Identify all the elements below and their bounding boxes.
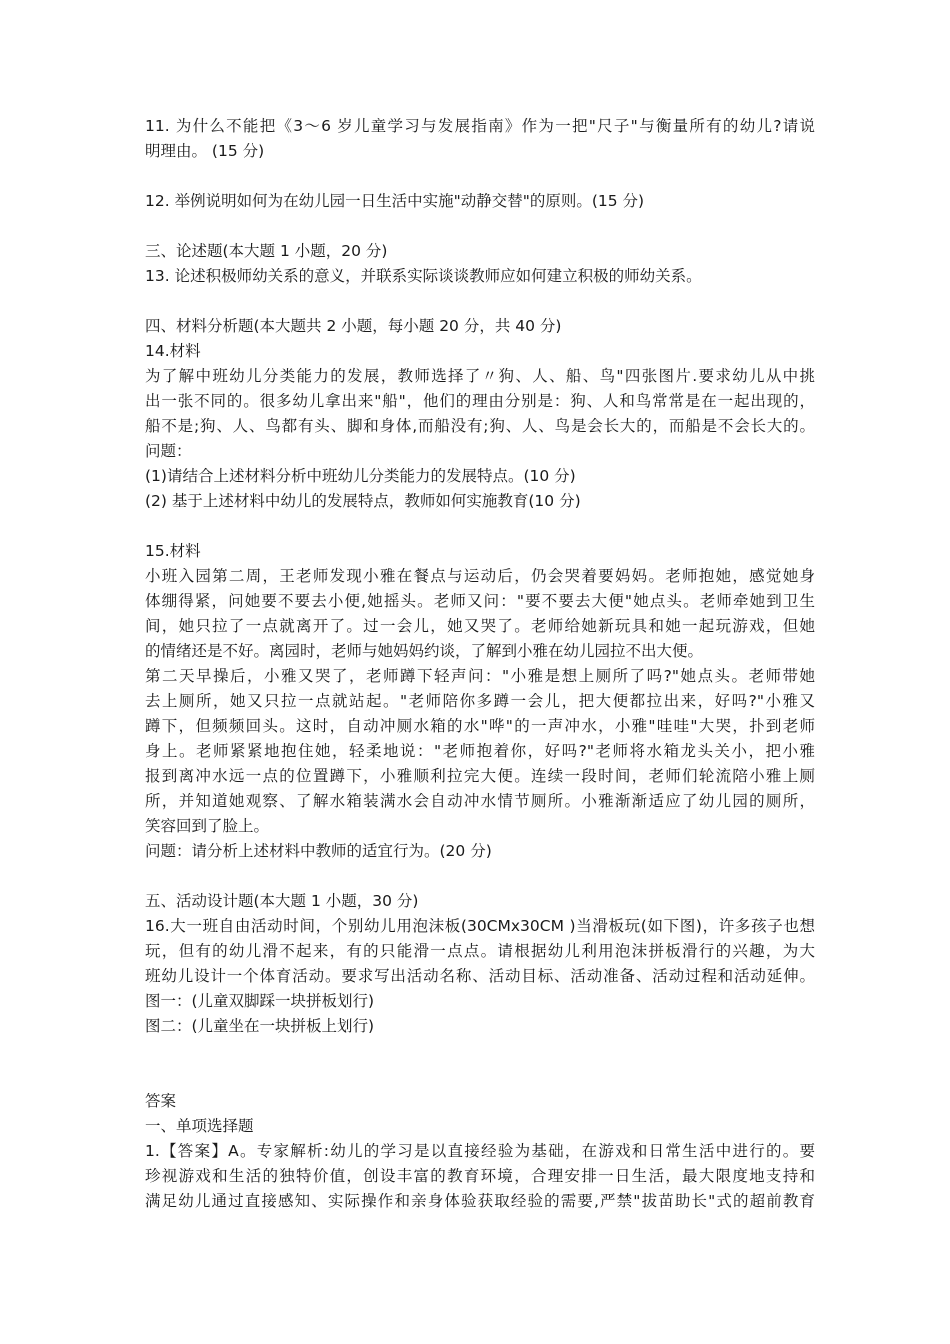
answer-line: 1.【答案】A。专家解析:幼儿的学习是以直接经验为基础，在游戏和日常生活中进行的。要 xyxy=(145,1142,815,1160)
section5-heading: 五、活动设计题(本大题 1 小题，30 分) xyxy=(145,892,419,910)
q14-line: 为了解中班幼儿分类能力的发展，教师选择了〃狗、人、船、鸟"四张图片.要求幼儿从中挑 xyxy=(145,367,815,385)
q11-line-1: 11. 为什么不能把《3～6 岁儿童学习与发展指南》作为一把"尺子"与衡量所有的幼儿?请说 xyxy=(145,117,815,135)
q11-line-2: 明理由。 (15 分) xyxy=(145,142,265,160)
q15-line: 所，并知道她观察、了解水箱装满水会自动冲水情节厕所。小雅渐渐适应了幼儿园的厕所， xyxy=(145,792,815,810)
q14-line: (1)请结合上述材料分析中班幼儿分类能力的发展特点。(10 分) xyxy=(145,467,576,485)
answer-line: 珍视游戏和生活的独特价值，创设丰富的教育环境，合理安排一日生活，最大限度地支持和 xyxy=(145,1167,815,1185)
q15-label: 15.材料 xyxy=(145,542,201,560)
q15-line: 笑容回到了脸上。 xyxy=(145,817,270,835)
q14-label: 14.材料 xyxy=(145,342,201,360)
q15-line: 蹲下，但频频回头。这时，自动冲厕水箱的水"哗"的一声冲水，小雅"哇哇"大哭，扑到老师 xyxy=(145,717,815,735)
answer-line: 满足幼儿通过直接感知、实际操作和亲身体验获取经验的需要,严禁"拔苗助长"式的超前教育 xyxy=(145,1192,815,1210)
q15-line: 身上。老师紧紧地抱住她，轻柔地说："老师抱着你，好吗?"老师将水箱龙头关小，把小雅 xyxy=(145,742,815,760)
q15-line: 的情绪还是不好。离园时，老师与她妈妈约谈，了解到小雅在幼儿园拉不出大便。 xyxy=(145,642,704,660)
answers-heading: 答案 xyxy=(145,1092,177,1110)
q16-line: 16.大一班自由活动时间，个别幼儿用泡沫板(30CMx30CM )当滑板玩(如下图)，许多孩子也想 xyxy=(145,917,815,935)
q13-text: 13. 论述积极师幼关系的意义，并联系实际谈谈教师应如何建立积极的师幼关系。 xyxy=(145,267,702,285)
q15-line: 间，她只拉了一点就离开了。过一会儿，她又哭了。老师给她新玩具和她一起玩游戏，但她 xyxy=(145,617,815,635)
q15-line: 报到离冲水远一点的位置蹲下，小雅顺利拉完大便。连续一段时间，老师们轮流陪小雅上厕 xyxy=(145,767,815,785)
q16-line: 图一：(儿童双脚踩一块拼板划行) xyxy=(145,992,375,1010)
q14-line: 问题： xyxy=(145,442,192,460)
q14-line: (2) 基于上述材料中幼儿的发展特点，教师如何实施教育(10 分) xyxy=(145,492,581,510)
q15-line: 第二天早操后，小雅又哭了，老师蹲下轻声问："小雅是想上厕所了吗?"她点头。老师带她 xyxy=(145,667,815,685)
q14-line: 出一张不同的。很多幼儿拿出来"船"，他们的理由分别是：狗、人和鸟常常是在一起出现的， xyxy=(145,392,815,410)
q12-line-1: 12. 举例说明如何为在幼儿园一日生活中实施"动静交替"的原则。(15 分) xyxy=(145,192,645,210)
q15-line: 去上厕所，她又只拉一点就站起。"老师陪你多蹲一会儿，把大便都拉出来，好吗?"小雅又 xyxy=(145,692,815,710)
document-page xyxy=(145,114,815,1214)
q15-line: 体绷得紧，问她要不要去小便,她摇头。老师又问："要不要去大便"她点头。老师牵她到卫生 xyxy=(145,592,815,610)
section3-heading: 三、论述题(本大题 1 小题，20 分) xyxy=(145,242,388,260)
q16-line: 玩，但有的幼儿滑不起来，有的只能滑一点点。请根据幼儿利用泡沫拼板滑行的兴趣，为大 xyxy=(145,942,815,960)
q14-line: 船不是;狗、人、鸟都有头、脚和身体,而船没有;狗、人、鸟是会长大的，而船是不会长大的。 xyxy=(145,417,815,435)
section4-heading: 四、材料分析题(本大题共 2 小题，每小题 20 分，共 40 分) xyxy=(145,317,562,335)
q15-line: 小班入园第二周，王老师发现小雅在餐点与运动后，仍会哭着要妈妈。老师抱她，感觉她身 xyxy=(145,567,815,585)
q16-line: 班幼儿设计一个体育活动。要求写出活动名称、活动目标、活动准备、活动过程和活动延伸。 xyxy=(145,967,815,985)
q15-line: 问题：请分析上述材料中教师的适宜行为。(20 分) xyxy=(145,842,492,860)
q16-line: 图二：(儿童坐在一块拼板上划行) xyxy=(145,1017,375,1035)
answers-section1: 一、单项选择题 xyxy=(145,1117,254,1135)
